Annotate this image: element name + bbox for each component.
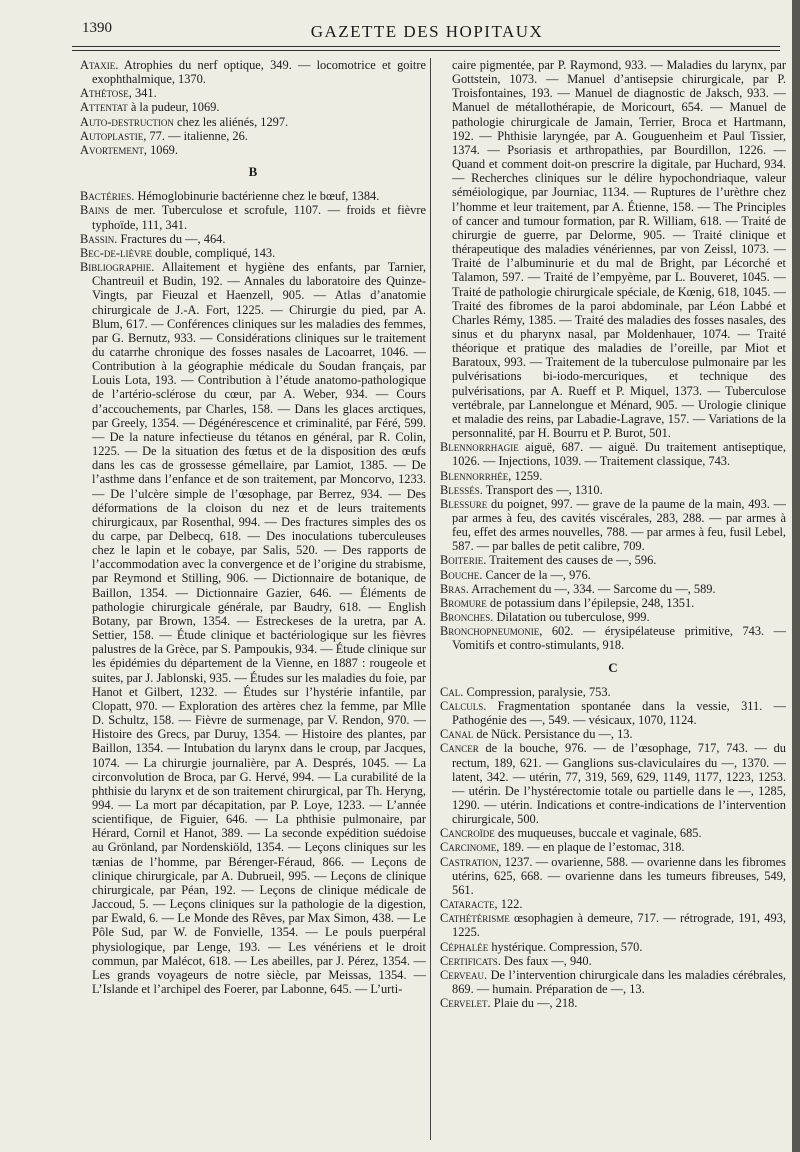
entry-text: Fractures du —, 464. [117, 231, 226, 246]
index-entry [440, 568, 786, 582]
entry-text: Traitement des causes de —, 596. [486, 553, 657, 568]
entry-text: de Nück. Persistance du —, 13. [473, 727, 633, 742]
index-entry [80, 143, 426, 157]
entry-heading: Blennorrhée, [440, 468, 512, 483]
entry-heading: Athétose, [80, 86, 132, 101]
entry-text: Fragmentation spontanée dans la vessie, 311. — Pathogénie des —, 549. — vésicaux, 1070, 1124. [452, 698, 786, 728]
entry-text: Dilatation ou tuberculose, 999. [493, 610, 650, 625]
entry-text: 341. [131, 86, 157, 101]
index-entry [440, 596, 786, 610]
entry-text: Transport des —, 1310. [482, 482, 603, 497]
entry-heading: Bec-de-lièvre [80, 245, 153, 260]
entry-text: 122. [497, 897, 523, 912]
entry-heading: Cerveau. [440, 967, 488, 982]
entry-heading: Carcinome, [440, 840, 500, 855]
entry-heading: Ataxie. [80, 58, 119, 72]
index-entry [440, 968, 786, 996]
index-entry [440, 911, 786, 939]
index-entry [440, 582, 786, 596]
entry-text: des muqueuses, buccale et vaginale, 685. [494, 826, 702, 841]
entry-heading: Avortement, [80, 142, 147, 157]
index-entry [440, 497, 786, 554]
index-entry [440, 685, 786, 699]
page-number: 1390 [82, 20, 112, 36]
header-rule [72, 46, 780, 47]
index-entry [80, 58, 426, 86]
entry-text: œsophagien à demeure, 717. — rétrograde, 191, 493, 1225. [452, 911, 786, 940]
entry-text: De l’intervention chirurgicale dans les maladies cérébrales, 869. — humain. Préparation de —, 13. [452, 967, 786, 996]
entry-heading: Cal. [440, 684, 464, 699]
entry-heading: Bibliographie. [80, 260, 155, 275]
entry-text: 1237. — ovarienne, 588. — ovarienne dans les fibromes utérins, 625, 668. — ovarienne dans les tumeurs fibreuses, 549, 561. [452, 854, 786, 897]
index-entry [440, 897, 786, 911]
index-entry [440, 699, 786, 727]
header-rule-secondary [72, 50, 780, 51]
page-edge [792, 0, 800, 1152]
entry-heading: Bronchopneumonie, [440, 624, 543, 639]
entry-heading: Boiterie. [440, 553, 487, 568]
right-column [440, 58, 786, 1140]
entry-text: 189. — en plaque de l’estomac, 318. [499, 840, 685, 855]
index-entry [440, 469, 786, 483]
entry-text: 602. — érysipélateuse primitive, 743. — Vomitifs et contro-stimulants, 918. [452, 624, 786, 653]
entry-text: de potassium dans l’épilepsie, 248, 1351. [486, 595, 695, 610]
index-entry [80, 86, 426, 100]
index-entry [440, 610, 786, 624]
index-entry [440, 840, 786, 854]
index-entry [80, 115, 426, 129]
index-entry [80, 189, 426, 203]
entry-heading: Cervelet. [440, 996, 491, 1011]
index-entry [440, 727, 786, 741]
index-entry [80, 232, 426, 246]
entry-heading: Canal [440, 727, 474, 742]
entry-heading: Bains [80, 203, 110, 218]
entry-text: caire pigmentée, par P. Raymond, 933. — Maladies du larynx, par Gottstein, 1073. — Manuel d’antisepsie chirurgicale, par P. Troisfontaines, 193. — Manuel de diagnostic de Jaksch, 933. — Manuel de métallothérapie, de Moricourt, 654. — Manuel de pathologie chirurgicale de Jamain, Terrier, Broca et Hartmann, 192. — Phthisie laryngée, par A. Gouguenheim et Paul Tissier, 1374. — Psoriasis et arthropathies, par Bourdillon, 1226. — Quand et comment doit-on prescrire la digitale, par Huchard, 934. — Recherches cliniques sur le délire hypochondriaque, valeur séméiologique, par Journiac, 1134. — Ruptures de l’urèthre chez l’homme et leur traitement, par A. Étienne, 158. — The Principles of cancer and tumour formation, par R. William, 618. — Traité de chirurgie de guerre, par Delorme, 905. — Traité clinique et thérapeutique des maladies vénériennes, par von Zeissl, 1073. — Traité de l’albuminurie et du mal de Bright, par Lécorché et Talamon, 597. — Traité de l’empyème, par L. Bouveret, 1045. — Traité de pathologie chirurgicale spéciale, de Kœnig, 618, 1045. — Traité des fibromes de la paroi abdominale, par Léon Labbé et Charles Rémy, 1385. — Traité des maladies des fosses nasales, des sinus et du pharynx nasal, par Moldenhauer, 1074. — Traité théorique et pratique des maladies de l’oreille, par Miot et Baratoux, 993. — Traitement de la tuberculose pulmonaire par les pulvérisations bi-iodo-mercuriques, et technique des pulvérisations, par A. Rueff et P. Miquel, 1373. — Tuberculose vertébrale, par Lannelongue et Ménard, 905. — Urologie clinique et maladie des reins, par Labadie-Lagrave, 157. — Variations de la personnalité, par H. Bourru et P. Burot, 501. [452, 58, 786, 441]
entry-heading: Cancroïde [440, 826, 495, 841]
index-entry [440, 855, 786, 897]
entry-heading: Blennorrhagie [440, 440, 519, 455]
entry-text: Atrophies du nerf optique, 349. — locomotrice et goitre exophthalmique, 1370. [92, 58, 426, 87]
index-entry [440, 624, 786, 652]
running-title: GAZETTE DES HOPITAUX [310, 22, 544, 41]
left-column [80, 58, 426, 1140]
entry-text: Cancer de la —, 976. [482, 567, 591, 582]
index-entry [440, 440, 786, 468]
entry-heading: Bras. [440, 581, 469, 596]
entry-heading: Auto-destruction [80, 114, 174, 129]
entry-text: Allaitement et hygiène des enfants, par Tarnier, Chantreuil et Budin, 192. — Annales du laboratoire des Quinze-Vingts, par Fieuzal et Haenzell, 905. — Atlas d’anatomie chirurgicale de J.-A. Fort, 1225. — Chirurgie du pied, par A. Blum, 617. — Conférences cliniques sur les maladies des femmes, par G. Bernutz, 933. — Considérations cliniques sur le traitement du catarrhe chronique des fosses nasales de Lacoarret, 1046. — Contribution à la géographie médicale du Soudan français, par Louis Lota, 193. — Contribution à l’étude anatomo-pathologique de l’artério-sclérose du cœur, par A. Weber, 934. — Cours d’accouchements, par Charles, 158. — Dans les glaces arctiques, par Greely, 1354. — Dégénérescence et criminalité, par Féré, 599. — De la nature infectieuse du tétanos en général, par R. Colin, 1225. — De la situation des fœtus et de la disposition des œufs dans les cas de grossesse gémellaire, par Lamiot, 1385. — De l’asthme dans l’enfance et de son traitement, par Moncorvo, 1233. — De l’ulcère simple de l’œsophage, par Berrez, 934. — Des déformations de la cloison du nez et de leurs traitements chirurgicaux, par Rosenthal, 994. — Des fractures simples des os du carpe, par Delbecq, 618. — Des inoculations tuberculeuses chez le lapin et le cobaye, par Salis, 520. — Des rapports de l’accommodation avec la convergence et de l’origine du strabisme, par Reymond et Stilling, 906. — Dictionnaire de botanique, de Baillon, 1354. — Dictionnaire Gazier, 646. — Éléments de pathologie chirurgicale générale, par Baudry, 618. — English Botany, par Brown, 1354. — Estreckeses de la uretra, par A. Settier, 158. — Étude clinique et bactériologique sur les fièvres palustres de la Grèce, par S. Pampoukis, 934. — Étude clinique sur les épidémies du département de la Vienne, en 1887 : rougeole et suites, par J. Jablonski, 935. — Études sur les maladies du foie, par Hanot et Gilbert, 1232. — Études sur l’hystérie infantile, par Clopatt, 970. — Exploration des artères chez la femme, par Mlle D. Schultz, 158. — Fièvre de surmenage, par V. Rendon, 970. — Histoire des Grecs, par Duruy, 1354. — Histoire des plantes, par Baillon, 1354. — Intubation du larynx dans le croup, par Jacques, 1074. — La chirurgie journalière, par A. Després, 1045. — La circonvolution de Broca, par G. Hervé, 994. — La curabilité de la phthisie du larynx et de son traitement chirurgical, par Th. Heryng, 994. — La mort par décapitation, par P. Loye, 1233. — L’année scientifique, de Figuier, 646. — La phthisie pulmonaire, par Hérard, Cornil et Hanot, 389. — La seconde expédition suédoise au Grönland, par Nordenskiöld, 1354. — Leçons cliniques sur les tænias de l’homme, par Bérenger-Féraud, 866. — Leçons de clinique chirurgicale, par A. Dubrueil, 995. — Leçons de clinique chirurgicale, par Péan, 192. — Leçons de clinique médicale de Jaccoud, 5. — Leçons cliniques sur la pathologie de la digestion, par Ewald, 6. — Le Monde des Rêves, par Max Simon, 438. — Le Pôle Sud, par W. de Fonvielle, 1354. — Le pouls puerpéral physiologique, par Lenge, 193. — Les vénériens et le droit commun, par Malécot, 618. — Les abeilles, par J. Pérez, 1354. — Les grands voyageurs de notre siècle, par Meissas, 1354. — L’Islande et l’archipel des Foerer, par Labonne, 645. — L’urti- [92, 260, 426, 996]
entry-heading: Bronches. [440, 610, 494, 625]
entry-text: 1259. [511, 468, 543, 483]
entry-heading: Blessés. [440, 482, 483, 497]
entry-heading: Blessure [440, 496, 488, 511]
index-entry [440, 741, 786, 826]
entry-heading: Céphalée [440, 939, 489, 954]
section-letter: B [248, 164, 258, 180]
entry-heading: Attentat [80, 100, 128, 115]
index-entry [440, 826, 786, 840]
index-entry [440, 940, 786, 954]
entry-heading: Calculs. [440, 698, 487, 713]
entry-heading: Cataracte, [440, 897, 498, 912]
index-entry [440, 996, 786, 1010]
index-entry [80, 246, 426, 260]
entry-text: Des faux —, 940. [500, 953, 592, 968]
section-letter: C [608, 659, 618, 675]
entry-text: hystérique. Compression, 570. [488, 939, 643, 954]
entry-text: aiguë, 687. — aiguë. Du traitement antiseptique, 1026. — Injections, 1039. — Traitement classique, 743. [452, 440, 786, 469]
index-entry [440, 954, 786, 968]
index-entry [80, 260, 426, 996]
entry-text: de mer. Tuberculose et scrofule, 1107. — froids et fièvre typhoïde, 111, 341. [92, 203, 426, 232]
entry-text: du poignet, 997. — grave de la paume de la main, 493. — par armes à feu, des cavités viscérales, 283, 288. — par armes à feu, effet des armes nouvelles, 788. — par armes à feu, fusil Lebel, 587. — par balles de petit calibre, 709. [452, 496, 786, 554]
entry-heading: Cathétérisme [440, 911, 510, 926]
entry-text: Hémoglobinurie bactérienne chez le bœuf, 1384. [134, 189, 380, 204]
entry-text: 77. — italienne, 26. [146, 128, 248, 143]
entry-heading: Bromure [440, 595, 487, 610]
entry-heading: Castration, [440, 854, 502, 869]
index-entry [440, 553, 786, 567]
entry-text: chez les aliénés, 1297. [173, 114, 289, 129]
entry-heading: Certificats. [440, 953, 501, 968]
index-entry [440, 483, 786, 497]
index-entry [80, 203, 426, 231]
entry-text: Arrachement du —, 334. — Sarcome du —, 589. [468, 581, 716, 596]
index-entry [80, 100, 426, 114]
entry-heading: Cancer [440, 741, 479, 756]
entry-text: Compression, paralysie, 753. [463, 684, 611, 699]
entry-heading: Bouche. [440, 567, 483, 582]
entry-text: de la bouche, 976. — de l’œsophage, 717, 743. — du rectum, 189, 621. — Ganglions sus-claviculaires du —, 1370. — latent, 342. — utérin, 77, 319, 569, 629, 1149, 1177, 1223, 1253. — utérin. De l’hystérectomie totale ou partielle dans le —, 1285, 1290. — utérin. Indications et contre-indications de l’intervention chirurgicale, 500. [452, 741, 786, 827]
entry-text: double, compliqué, 143. [152, 245, 276, 260]
page-header [82, 18, 772, 48]
index-entry [80, 129, 426, 143]
column-divider [430, 58, 431, 1140]
entry-text: Plaie du —, 218. [490, 996, 578, 1011]
entry-heading: Bassin. [80, 231, 118, 246]
entry-text: à la pudeur, 1069. [127, 100, 220, 115]
entry-heading: Autoplastie, [80, 128, 147, 143]
index-entry [440, 58, 786, 440]
entry-heading: Bactéries. [80, 189, 135, 204]
entry-text: 1069. [147, 142, 178, 157]
